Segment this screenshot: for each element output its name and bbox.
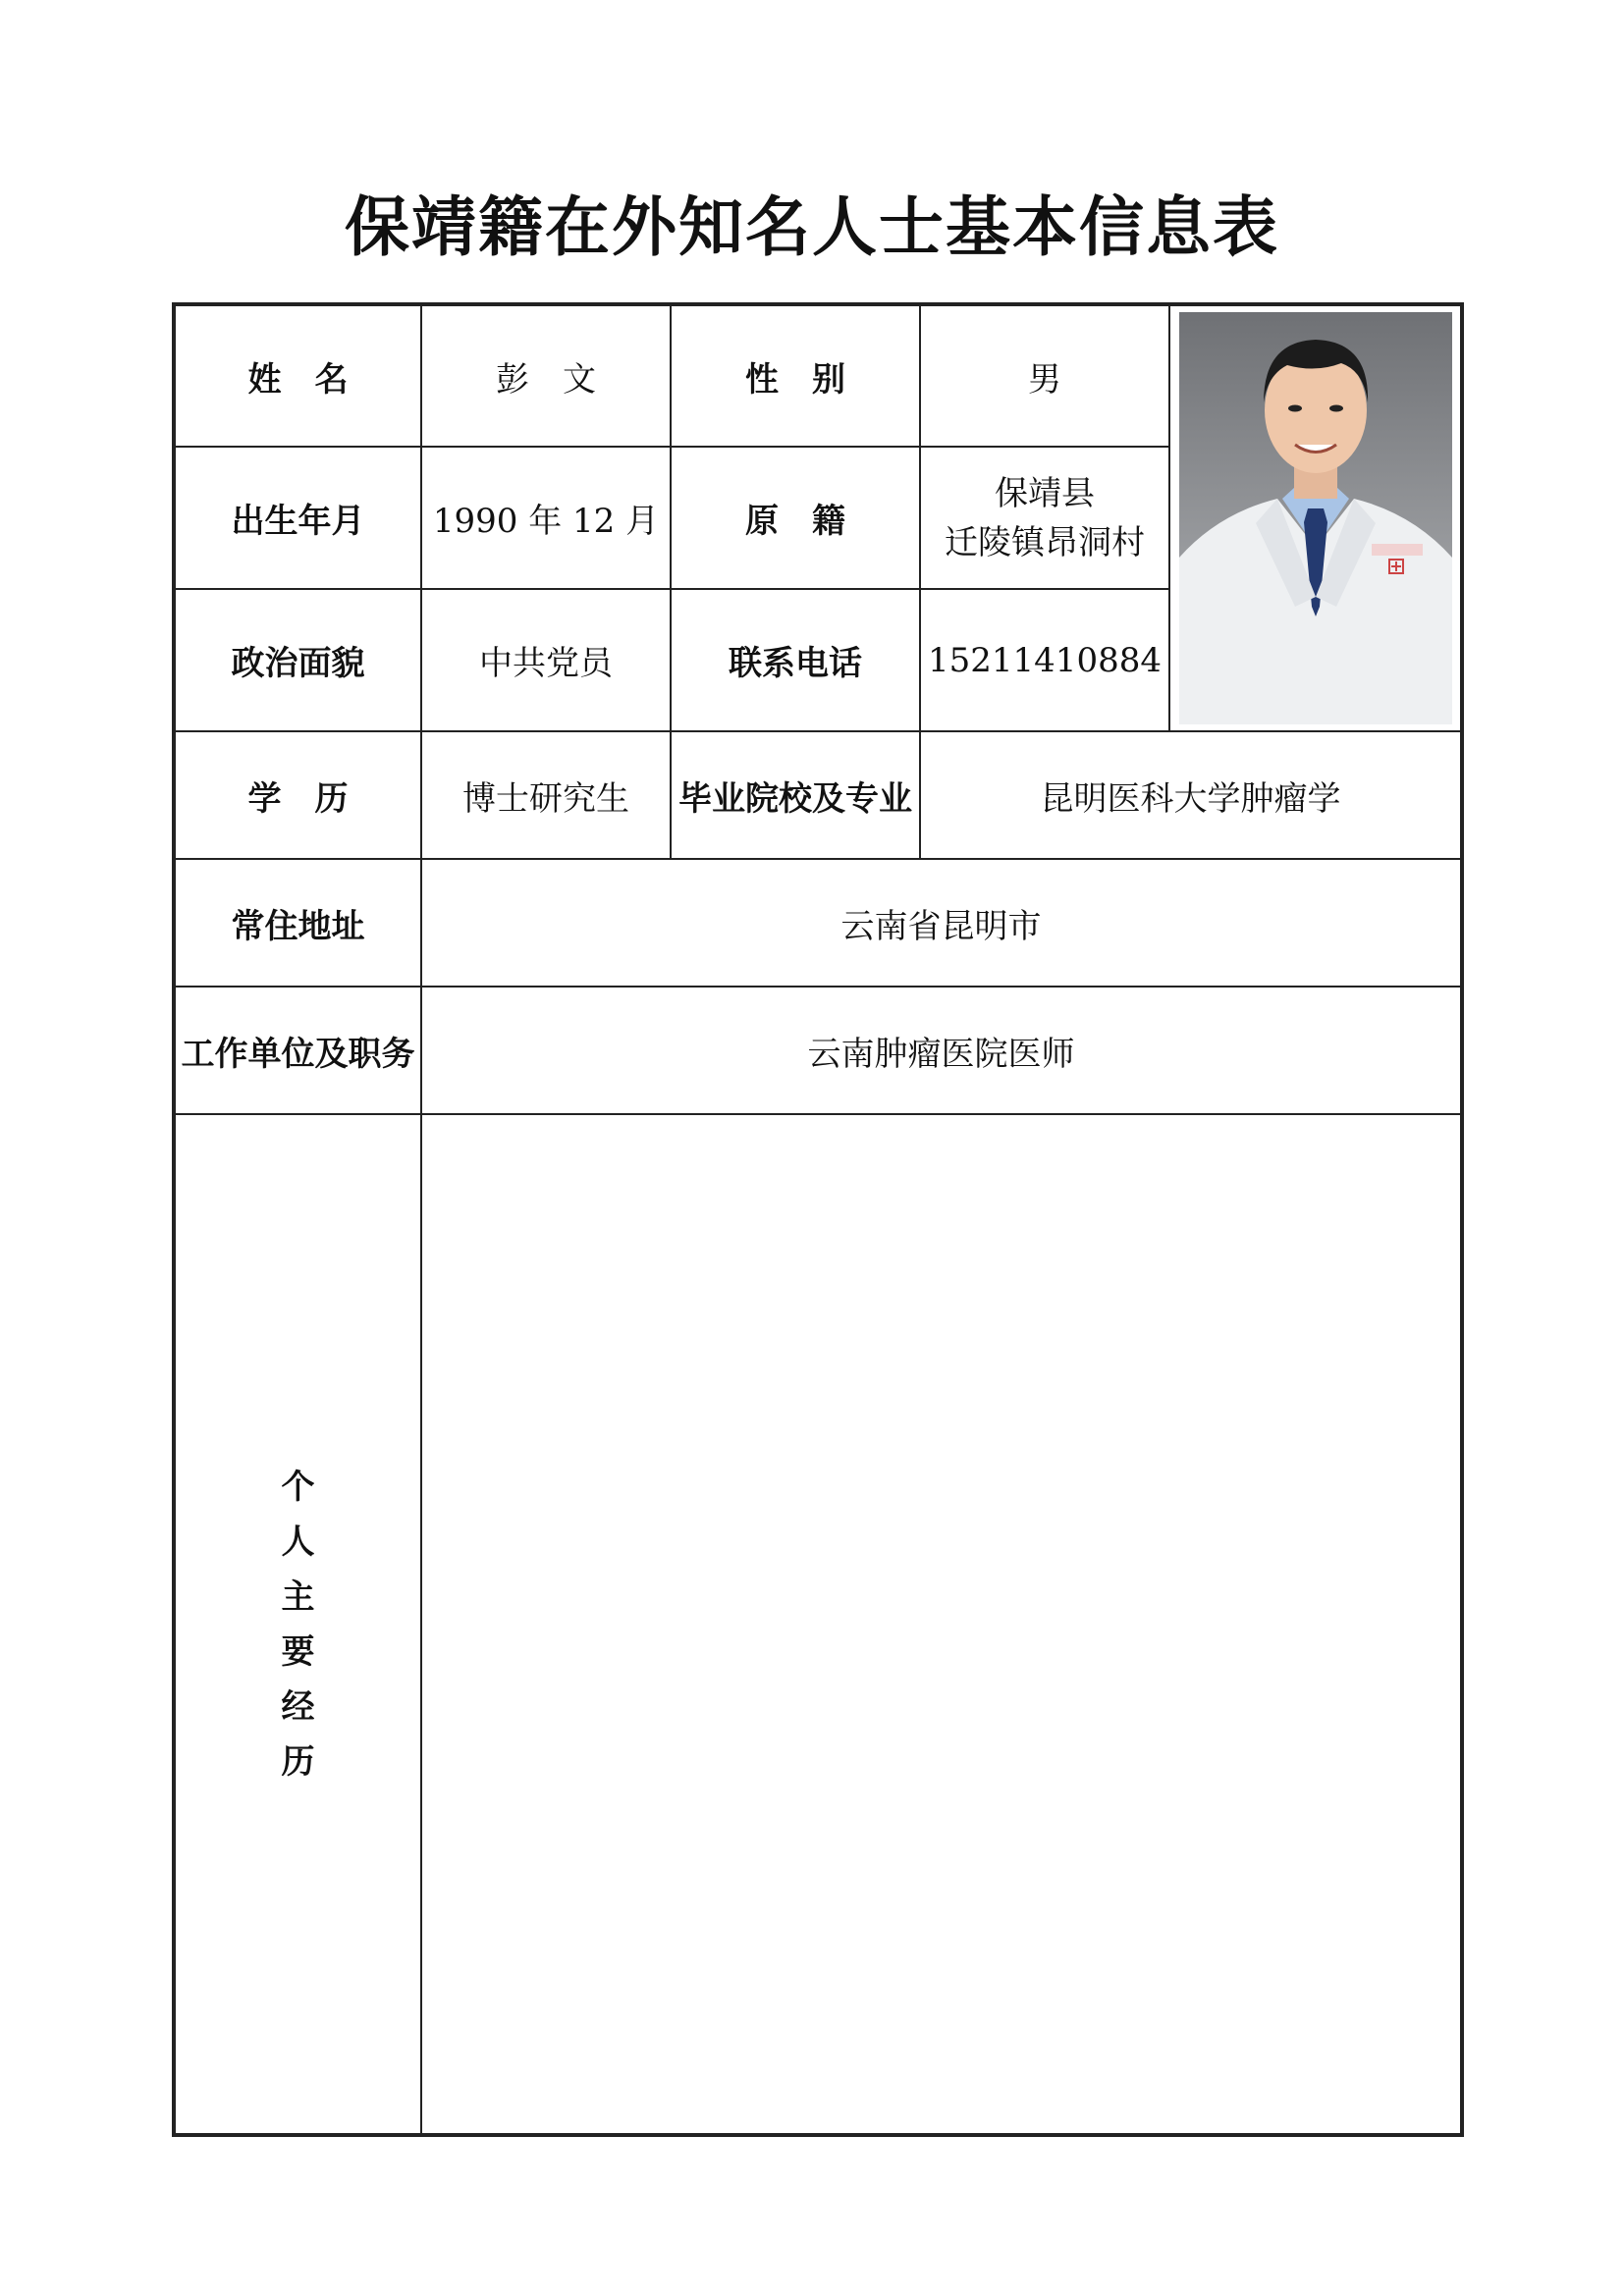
birth-label: 出生年月 xyxy=(174,447,421,589)
experience-value xyxy=(421,1114,1462,2135)
portrait-photo xyxy=(1179,312,1452,724)
form-title: 保靖籍在外知名人士基本信息表 xyxy=(345,188,1279,265)
name-value: 彭 文 xyxy=(421,304,671,447)
school-value: 昆明医科大学肿瘤学 xyxy=(920,731,1462,859)
address-label: 常住地址 xyxy=(174,859,421,987)
origin-line-2: 迁陵镇昂洞村 xyxy=(945,522,1145,562)
experience-label xyxy=(174,1114,421,2135)
gender-value: 男 xyxy=(920,304,1169,447)
political-label: 政治面貌 xyxy=(174,589,421,731)
origin-label: 原 籍 xyxy=(671,447,920,589)
education-value: 博士研究生 xyxy=(421,731,671,859)
portrait-illustration xyxy=(1179,312,1452,724)
name-label: 姓 名 xyxy=(174,304,421,447)
work-label: 工作单位及职务 xyxy=(174,987,421,1114)
work-value: 云南肿瘤医院医师 xyxy=(421,987,1462,1114)
info-table xyxy=(172,302,1464,2137)
political-value: 中共党员 xyxy=(421,589,671,731)
birth-value: 1990 年 12 月 xyxy=(421,447,671,589)
school-label: 毕业院校及专业 xyxy=(671,731,920,859)
address-value: 云南省昆明市 xyxy=(421,859,1462,987)
photo-cell xyxy=(1169,304,1462,731)
education-label: 学 历 xyxy=(174,731,421,859)
origin-line-1: 保靖县 xyxy=(995,473,1095,513)
phone-label: 联系电话 xyxy=(671,589,920,731)
experience-label-text: 个人主要经历 xyxy=(281,1467,315,1782)
gender-label: 性 别 xyxy=(671,304,920,447)
phone-value: 15211410884 xyxy=(920,589,1169,731)
origin-value xyxy=(920,447,1169,589)
